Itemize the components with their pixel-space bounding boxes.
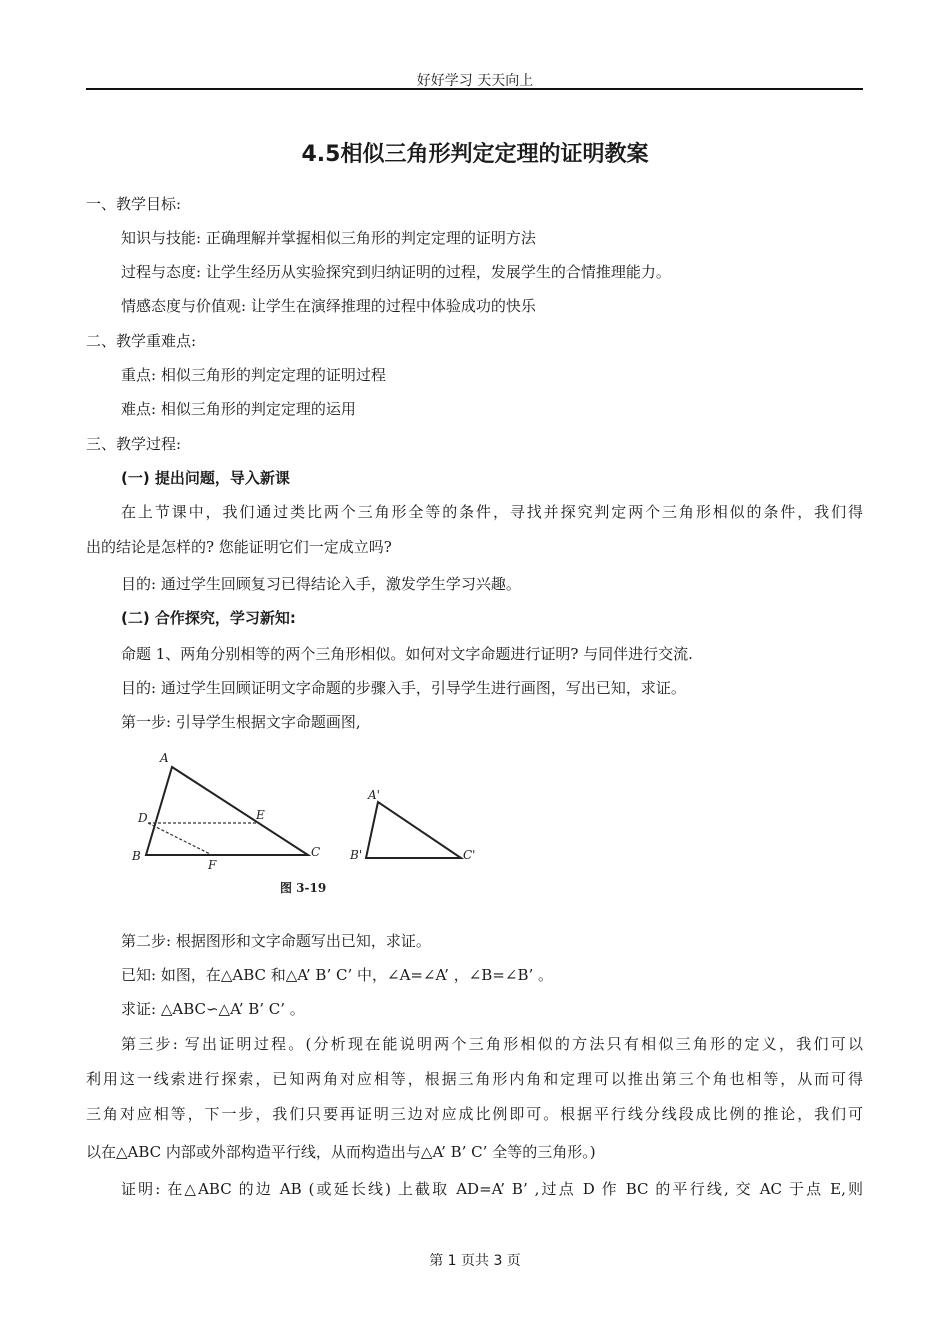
label-a: A	[160, 751, 169, 765]
paragraph-line: 第二步: 根据图形和文字命题写出已知，求证。	[121, 932, 431, 950]
paragraph-line: 第一步: 引导学生根据文字命题画图,	[121, 713, 361, 731]
header-rule	[86, 88, 863, 90]
triangle-a2b2c2	[366, 802, 461, 858]
paragraph-line: 三角对应相等，下一步，我们只要再证明三边对应成比例即可。根据平行线分线段成比例的推论，我们可	[86, 1105, 863, 1123]
page-footer: 第 1 页共 3 页	[429, 1253, 521, 1269]
objective-attitude: 情感态度与价值观: 让学生在演绎推理的过程中体验成功的快乐	[121, 297, 536, 315]
paragraph-line: 目的: 通过学生回顾复习已得结论入手，激发学生学习兴趣。	[121, 575, 521, 593]
label-b-prime: B'	[350, 848, 363, 862]
document-title: 4.5相似三角形判定定理的证明教案	[301, 142, 649, 167]
triangle-figure	[128, 750, 488, 900]
objective-knowledge: 知识与技能: 正确理解并掌握相似三角形的判定定理的证明方法	[121, 229, 536, 247]
paragraph-line: 以在△ABC 内部或外部构造平行线，从而构造出与△A’ B’ C’ 全等的三角形。)	[86, 1143, 596, 1161]
objective-process: 过程与态度: 让学生经历从实验探究到归纳证明的过程，发展学生的合情推理能力。	[121, 263, 671, 281]
paragraph-line: 第三步: 写出证明过程。(分析现在能说明两个三角形相似的方法只有相似三角形的定义，我们可以	[121, 1035, 863, 1053]
section-heading-keypoints: 二、教学重难点:	[86, 332, 197, 350]
label-c-prime: C'	[463, 848, 476, 862]
label-d: D	[138, 811, 148, 825]
proof-line: 证明: 在△ABC 的边 AB (或延长线) 上截取 AD=A’ B’ ,过点 D 作 BC 的平行线, 交 AC 于点 E,则	[121, 1180, 863, 1198]
label-b: B	[132, 849, 141, 863]
paragraph-line: 命题 1、两角分别相等的两个三角形相似。如何对文字命题进行证明? 与同伴进行交流.	[121, 645, 693, 663]
label-c: C	[311, 845, 321, 859]
page-header: 好好学习 天天向上	[416, 73, 534, 89]
label-e: E	[256, 808, 265, 822]
to-prove: 求证: △ABC∽△A’ B’ C’ 。	[121, 1000, 305, 1018]
known-conditions: 已知: 如图，在△ABC 和△A’ B’ C’ 中，∠A=∠A’ ，∠B=∠B’ 。	[121, 966, 553, 984]
paragraph-line: 目的: 通过学生回顾证明文字命题的步骤入手，引导学生进行画图，写出已知，求证。	[121, 679, 686, 697]
paragraph-line: 在上节课中，我们通过类比两个三角形全等的条件，寻找并探究判定两个三角形相似的条件，我们得	[121, 503, 863, 521]
triangle-abc	[146, 767, 308, 855]
segment-df	[148, 823, 212, 855]
keypoint-focus: 重点: 相似三角形的判定定理的证明过程	[121, 366, 386, 384]
label-f: F	[208, 858, 217, 872]
subheading-explore: (二) 合作探究，学习新知:	[121, 609, 296, 627]
keypoint-difficulty: 难点: 相似三角形的判定定理的运用	[121, 400, 356, 418]
paragraph-line: 利用这一线索进行探索，已知两角对应相等，根据三角形内角和定理可以推出第三个角也相等，从而可得	[86, 1070, 863, 1088]
label-a-prime: A'	[368, 788, 380, 802]
section-heading-objectives: 一、教学目标:	[86, 195, 182, 213]
subheading-intro: (一) 提出问题，导入新课	[121, 469, 290, 487]
paragraph-line: 出的结论是怎样的? 您能证明它们一定成立吗?	[86, 538, 392, 556]
section-heading-process: 三、教学过程:	[86, 435, 182, 453]
figure-caption: 图 3-19	[280, 881, 327, 895]
